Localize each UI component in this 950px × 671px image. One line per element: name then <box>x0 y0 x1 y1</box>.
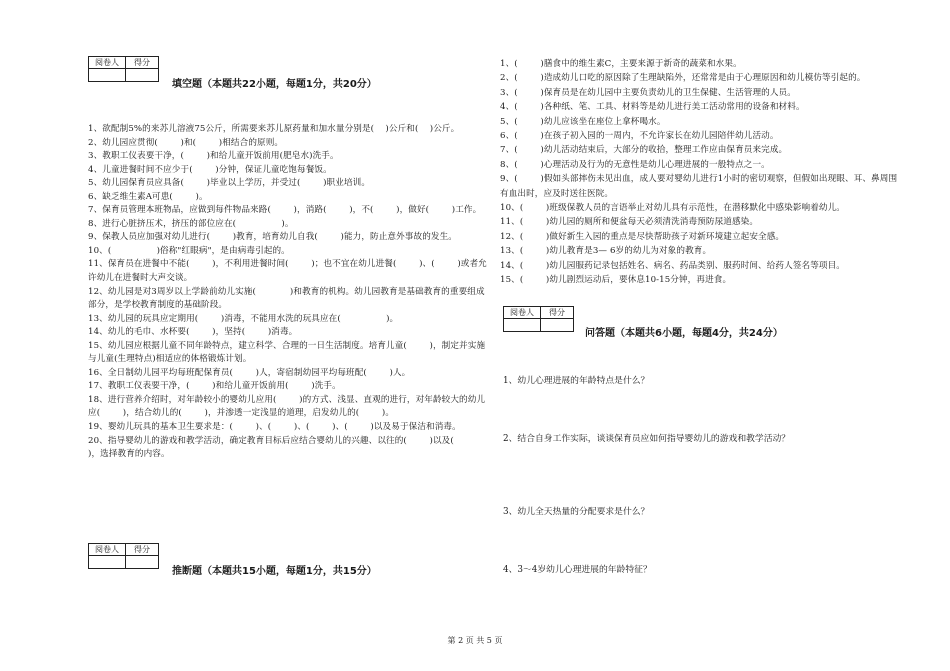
judge-question: 7、( )幼儿活动结束后，大部分的收拾，整理工作应由保育员来完成。 <box>500 145 788 156</box>
reviewer-label: 阅卷人 <box>89 57 126 69</box>
qa-question-3: 3、幼儿全天热量的分配要求是什么？ <box>503 507 650 517</box>
judge-question: 4、( )各种纸、笔、工具、材料等是幼儿进行美工活动常用的设备和材料。 <box>500 102 805 113</box>
qa-question-4: 4、3～4岁幼儿心理进展的年龄特征？ <box>503 565 652 575</box>
fill-question: 19、婴幼儿玩具的基本卫生要求是：( )、( )、( )、( )以及易于保洁和消毒。 <box>88 422 461 433</box>
judge-question: 11、( )幼儿园的厕所和便盆每天必须清洗消毒预防尿道感染。 <box>500 217 759 228</box>
score-box-fill <box>88 56 159 82</box>
fill-question: 16、全日制幼儿园平均每班配保育员( )人，寄宿制幼园平均每班配( )人。 <box>88 367 411 378</box>
fill-section-title: 填空题（本题共22小题，每题1分，共20分） <box>172 79 377 90</box>
fill-question: 6、缺乏维生素A可患( )。 <box>88 191 208 202</box>
fill-question-list <box>88 123 488 462</box>
judge-question: 8、( )心理活动及行为的无意性是幼儿心理进展的一般特点之一。 <box>500 159 770 170</box>
fill-question: 13、幼儿园的玩具应定期用( )消毒，不能用水洗的玩具应在( )。 <box>88 313 399 324</box>
judge-question: 2、( )造成幼儿口吃的原因除了生理缺陷外，还常常是由于心理原因和幼儿模仿等引起的。 <box>500 73 866 84</box>
fill-question: 9、保教人员应加强对幼儿进行( )教育，培育幼儿自我( )能力，防止意外事故的发生。 <box>88 232 457 243</box>
fill-question: 3、教职工仪表要干净，( )和给儿童开饭前用(肥皂水)洗手。 <box>88 151 339 162</box>
fill-question: 10、( )俗称"红眼病"，是由病毒引起的。 <box>88 245 290 256</box>
score-label: 得分 <box>541 307 574 319</box>
fill-question: 20、指导婴幼儿的游戏和教学活动，确定教育目标后应结合婴幼儿的兴趣、以往的( )以及( )，选择教育的内容。 <box>88 435 477 460</box>
qa-section-title: 问答题（本题共6小题，每题4分，共24分） <box>585 328 783 339</box>
fill-question: 14、幼儿的毛巾、水杯要( )，坚持( )消毒。 <box>88 327 298 338</box>
judge-section-title: 推断题（本题共15小题，每题1分，共15分） <box>172 566 377 577</box>
judge-question: 3、( )保育员是在幼儿园中主要负责幼儿的卫生保健、生活管理的人员。 <box>500 87 796 98</box>
fill-question: 2、幼儿园应贯彻( )和( )相结合的原则。 <box>88 137 284 148</box>
score-label: 得分 <box>126 57 159 69</box>
score-box-qa <box>503 306 574 332</box>
score-cell <box>541 319 574 332</box>
judge-question: 12、( )做好新生入园的重点是尽快帮助孩子对新环境建立起安全感。 <box>500 231 785 242</box>
fill-question: 17、教职工仪表要干净，( )和给儿童开饭前用( )洗手。 <box>88 381 341 392</box>
fill-question: 1、欲配制5%的来苏儿溶液75公斤，所需要来苏儿原药量和加水量分别是( )公斤和( )公斤。 <box>88 124 460 134</box>
judge-question: 13、( )幼儿教育是3— 6岁的幼儿为对象的教育。 <box>500 246 712 257</box>
score-label: 得分 <box>126 544 159 556</box>
judge-question: 1、( )膳食中的维生素C，主要来源于新奇的蔬菜和水果。 <box>500 59 742 69</box>
fill-question: 7、保育员管理本班物品，应做到每件物品来路( )，消路( )，不( )，做好( )工作。 <box>88 205 482 216</box>
judge-question: 10、( )班级保教人员的言语举止对幼儿具有示范性，在潜移默化中感染影响着幼儿。 <box>500 203 845 214</box>
reviewer-cell <box>89 69 126 82</box>
reviewer-label: 阅卷人 <box>504 307 541 319</box>
fill-question: 4、儿童进餐时间不应少于( )分钟，保证儿童吃饱每餐饭。 <box>88 164 332 175</box>
reviewer-label: 阅卷人 <box>89 544 126 556</box>
qa-question-1: 1、幼儿心理进展的年龄特点是什么？ <box>503 376 650 386</box>
qa-question-2: 2、结合自身工作实际，谈谈保育员应如何指导婴幼儿的游戏和教学活动？ <box>503 434 791 444</box>
score-box-judge <box>88 543 159 569</box>
reviewer-cell <box>89 556 126 569</box>
judge-question: 5、( )幼儿应该坐在座位上拿杯喝水。 <box>500 116 666 127</box>
judge-question: 6、( )在孩子初入园的一周内，不允许家长在幼儿园陪伴幼儿活动。 <box>500 131 779 142</box>
judge-question: 15、( )幼儿剧烈运动后，要休息10-15分钟，再进食。 <box>500 275 732 286</box>
reviewer-cell <box>504 319 541 332</box>
fill-question: 12、幼儿园是对3周岁以上学龄前幼儿实施( )和教育的机构。幼儿园教育是基础教育的重要组成部分，是学校教育制度的基础阶段。 <box>88 286 485 311</box>
fill-question: 11、保育员在进餐中不能( )，不利用进餐时间( )；也不宜在幼儿进餐( )、( )或者允许幼儿在进餐时大声交谈。 <box>88 259 487 284</box>
page-number: 第 2 页 共 5 页 <box>447 636 503 645</box>
score-cell <box>126 556 159 569</box>
judge-question-list <box>500 57 900 288</box>
fill-question: 8、进行心脏挤压术，挤压的部位应在( )。 <box>88 218 294 229</box>
score-cell <box>126 69 159 82</box>
fill-question: 18、进行营养介绍时，对年龄较小的婴幼儿应用( )的方式、浅显、直观的进行，对年龄较大的幼儿应( )，结合幼儿的( )，并渗透一定浅显的道理，启发幼儿的( )。 <box>88 394 486 419</box>
fill-question: 5、幼儿园保育员应具备( )毕业以上学历，并受过( )职业培训。 <box>88 178 371 189</box>
judge-question: 9、( )假如头部摔伤未见出血，成人要对婴幼儿进行1小时的密切观察，但假如出现眼、耳、鼻周围有血出时，应及时送往医院。 <box>500 174 898 199</box>
judge-question: 14、( )幼儿园服药记录包括姓名、病名、药品类别、服药时间、给药人签名等项目。 <box>500 260 845 271</box>
fill-question: 15、幼儿园应根据儿童不同年龄特点，建立科学、合理的一日生活制度。培育儿童( )，制定并实施与儿童(生理特点)相适应的体格锻炼计划。 <box>88 340 486 365</box>
